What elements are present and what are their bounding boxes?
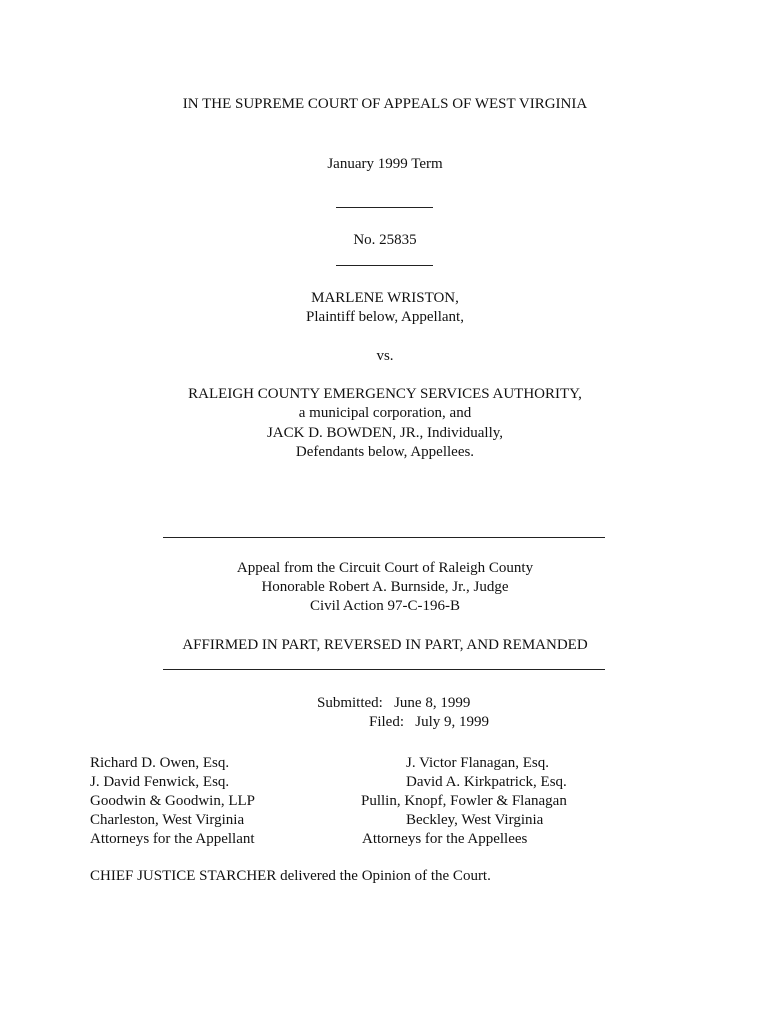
counsel-line: J. David Fenwick, Esq.	[90, 774, 230, 790]
defendant-line: a municipal corporation, and	[298, 405, 472, 421]
counsel-line: David A. Kirkpatrick, Esq.	[406, 774, 567, 790]
divider-rule	[163, 669, 605, 670]
court-heading: IN THE SUPREME COURT OF APPEALS OF WEST VIRGINIA	[182, 96, 588, 112]
counsel-line: Charleston, West Virginia	[90, 812, 245, 828]
case-number: No. 25835	[353, 232, 417, 248]
counsel-line: Attorneys for the Appellees	[362, 831, 528, 847]
appellant-counsel	[90, 754, 350, 849]
counsel-line: J. Victor Flanagan, Esq.	[406, 755, 549, 771]
counsel-line: Attorneys for the Appellant	[90, 831, 255, 847]
divider-rule	[336, 207, 433, 208]
submitted-date: Submitted: June 8, 1999	[317, 695, 471, 711]
appeal-line: Appeal from the Circuit Court of Raleigh County	[236, 560, 534, 576]
divider-rule	[163, 537, 605, 538]
filed-date: Filed: July 9, 1999	[369, 714, 490, 730]
defendant-line: JACK D. BOWDEN, JR., Individually,	[266, 425, 504, 441]
appellees-counsel	[340, 754, 608, 849]
plaintiff-name: MARLENE WRISTON,	[311, 290, 459, 306]
dates-block	[317, 694, 577, 732]
defendant-line: RALEIGH COUNTY EMERGENCY SERVICES AUTHORITY,	[188, 386, 582, 402]
divider-rule	[336, 265, 433, 266]
versus-line: vs.	[376, 348, 394, 364]
appeal-line: Civil Action 97-C-196-B	[310, 598, 460, 614]
disposition-line: AFFIRMED IN PART, REVERSED IN PART, AND REMANDED	[182, 637, 588, 653]
counsel-line: Beckley, West Virginia	[406, 812, 544, 828]
counsel-line: Goodwin & Goodwin, LLP	[90, 793, 255, 809]
term-line: January 1999 Term	[327, 156, 443, 172]
opinion-delivery-line: CHIEF JUSTICE STARCHER delivered the Opinion of the Court.	[90, 868, 491, 884]
counsel-line: Richard D. Owen, Esq.	[90, 755, 230, 771]
counsel-line: Pullin, Knopf, Fowler & Flanagan	[361, 793, 567, 809]
appeal-line: Honorable Robert A. Burnside, Jr., Judge	[261, 579, 509, 595]
defendant-line: Defendants below, Appellees.	[295, 444, 475, 460]
plaintiff-role: Plaintiff below, Appellant,	[306, 309, 464, 325]
